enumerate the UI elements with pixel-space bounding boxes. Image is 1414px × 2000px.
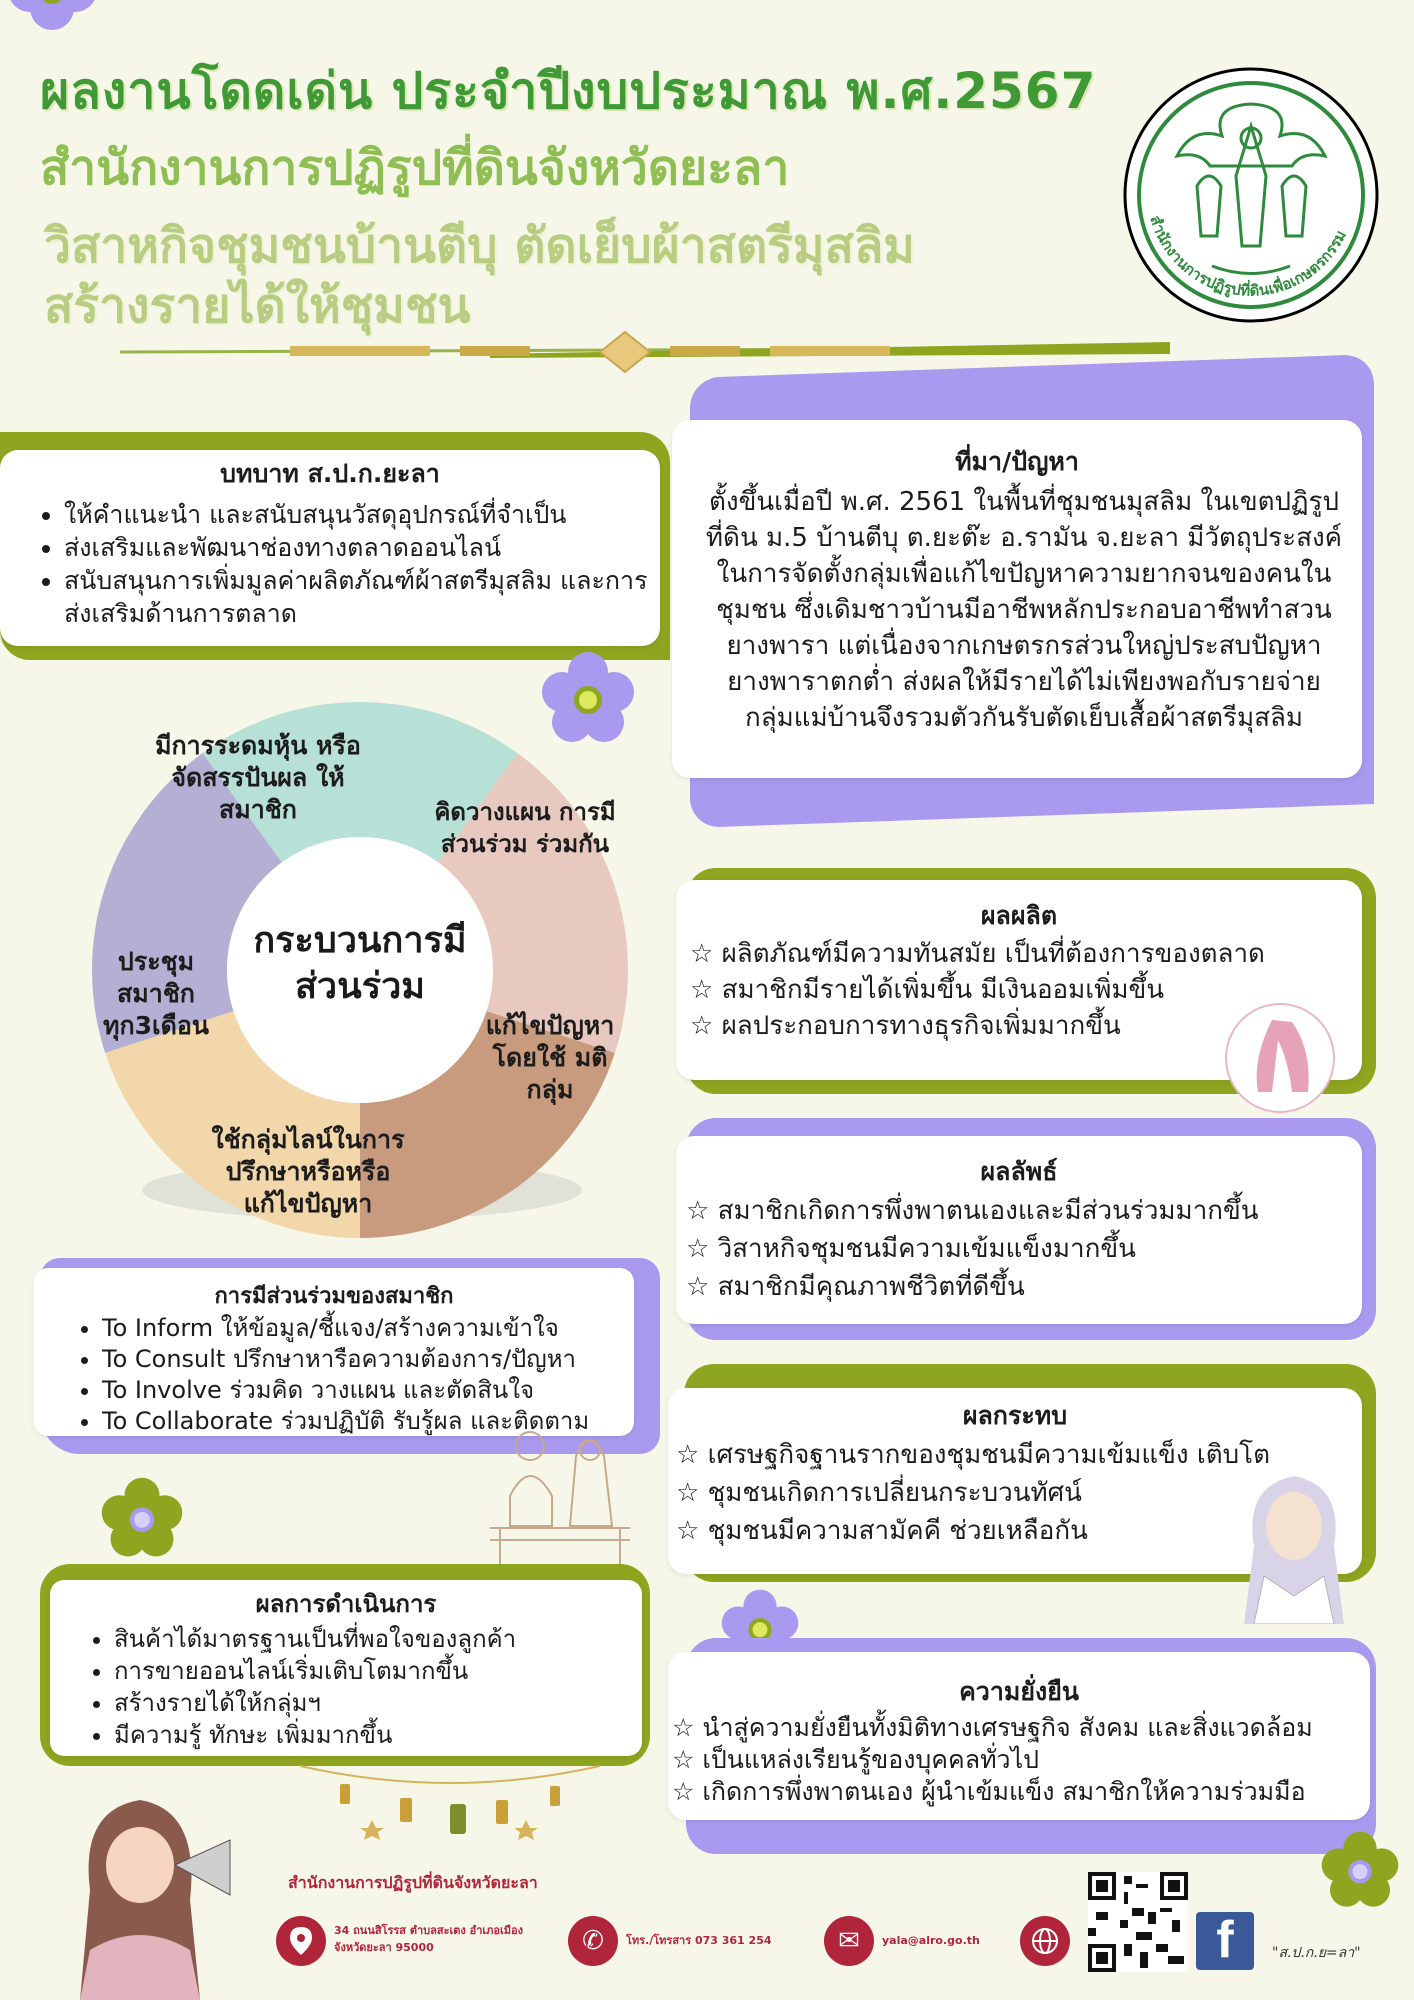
location-icon bbox=[276, 1916, 326, 1966]
output-item: ☆ สมาชิกมีรายได้เพิ่มขึ้น มีเงินออมเพิ่มขึ้น bbox=[690, 975, 1165, 1005]
results-card bbox=[50, 1580, 642, 1756]
impact-item: ☆ ชุมชนมีความสามัคคี ช่วยเหลือกัน bbox=[676, 1516, 1088, 1546]
footer-email: yala@alro.go.th bbox=[882, 1934, 980, 1947]
sustain-heading: ความยั่งยืน bbox=[959, 1677, 1079, 1706]
impact-item: ☆ ชุมชนเกิดการเปลี่ยนกระบวนทัศน์ bbox=[676, 1478, 1082, 1508]
participation-heading: การมีส่วนร่วมของสมาชิก bbox=[214, 1284, 454, 1309]
participation-item: • To Inform ให้ข้อมูล/ชี้แจง/สร้างความเข้าใจ bbox=[102, 1313, 634, 1344]
office-title: สำนักงานการปฏิรูปที่ดินจังหวัดยะลา bbox=[40, 140, 790, 196]
flower-decoration bbox=[1320, 1830, 1400, 1910]
sustain-card bbox=[668, 1652, 1370, 1820]
email-icon: ✉ bbox=[824, 1916, 874, 1966]
lantern-decoration bbox=[300, 1760, 600, 1860]
origin-body: ตั้งขึ้นเมื่อปี พ.ศ. 2561 ในพื้นที่ชุมชนมุสลิม ในเขตปฏิรูปที่ดิน ม.5 บ้านตีบุ ต.ยะต๊ะ อ.รามัน จ.ยะลา มีวัตถุประสงค์ในการจัดตั้งกลุ่มเพื่อแก้ไขปัญหาความยากจนของคนในชุมชน ซึ่งเดิมชาวบ้านมีอาชีพหลักประกอบอาชีพทำสวนยางพารา แต่เนื่องจากเกษตรกรส่วนใหญ่ประสบปัญหายางพาราตกต่ำ ส่งผลให้มีรายได้ไม่เพียงพอกับรายจ่าย กลุ่มแม่บ้านจึงรวมตัวกันรับตัดเย็บเสื้อผ้าสตรีมุสลิม bbox=[705, 487, 1343, 733]
flower-decoration bbox=[100, 1476, 184, 1560]
woman-illustration bbox=[1224, 1456, 1364, 1624]
globe-icon bbox=[1020, 1916, 1070, 1966]
cycle-center-title: ส่วนร่วม bbox=[294, 966, 426, 1007]
results-item: • การขายออนไลน์เริ่มเติบโตมากขึ้น bbox=[114, 1655, 642, 1687]
participation-card bbox=[34, 1268, 634, 1436]
participation-item: • To Consult ปรึกษาหารือความต้องการ/ปัญหา bbox=[102, 1344, 634, 1375]
sustain-item: ☆ เกิดการพึ่งพาตนเอง ผู้นำเข้มแข็ง สมาชิกให้ความร่วมมือ bbox=[672, 1777, 1306, 1806]
origin-heading: ที่มา/ปัญหา bbox=[955, 447, 1079, 476]
results-heading: ผลการดำเนินการ bbox=[255, 1590, 437, 1618]
signature: "ส.ป.ก.ย=ลา" bbox=[1272, 1945, 1361, 1961]
project-title bbox=[44, 216, 915, 336]
outcome-card bbox=[676, 1136, 1362, 1324]
role-item: • ให้คำแนะนำ และสนับสนุนวัสดุอุปกรณ์ที่จำเป็น bbox=[64, 498, 660, 531]
outcome-heading: ผลลัพธ์ bbox=[980, 1157, 1058, 1186]
cycle-label: คิดวางแผน การมีส่วนร่วม ร่วมกัน bbox=[434, 798, 616, 858]
outcome-item: ☆ วิสาหกิจชุมชนมีความเข้มแข็งมากขึ้น bbox=[686, 1234, 1136, 1264]
output-item: ☆ ผลประกอบการทางธุรกิจเพิ่มมากขึ้น bbox=[690, 1011, 1121, 1041]
results-item: • มีความรู้ ทักษะ เพิ่มมากขึ้น bbox=[114, 1719, 642, 1751]
cycle-label: มีการระดมหุ้น หรือจัดสรรปันผล ให้สมาชิก bbox=[155, 731, 361, 824]
role-item: • ส่งเสริมและพัฒนาช่องทางตลาดออนไลน์ bbox=[64, 531, 660, 564]
participation-item: • To Collaborate ร่วมปฏิบัติ รับรู้ผล และติดตาม bbox=[102, 1406, 634, 1437]
hijab-illustration bbox=[1222, 1000, 1338, 1116]
cycle-center-title: กระบวนการมี bbox=[253, 920, 467, 961]
impact-item: ☆ เศรษฐกิจฐานรากของชุมชนมีความเข้มแข็ง เติบโต bbox=[676, 1440, 1270, 1470]
cycle-label: แก้ไขปัญหา โดยใช้ มติกลุ่ม bbox=[485, 1011, 615, 1104]
project-title-line2: สร้างรายได้ให้ชุมชน bbox=[44, 278, 471, 334]
couple-illustration bbox=[480, 1416, 640, 1566]
footer-address-line: 34 ถนนสิโรรส ตำบลสะเตง อำเภอเมือง bbox=[334, 1924, 523, 1937]
footer-address-line: จังหวัดยะลา 95000 bbox=[334, 1941, 434, 1954]
facebook-icon: f bbox=[1196, 1912, 1254, 1970]
role-heading: บทบาท ส.ป.ก.ยะลา bbox=[220, 459, 440, 488]
cycle-label: ใช้กลุ่มไลน์ในการ ปรึกษาหรือหรือ แก้ไขปัญหา bbox=[211, 1125, 405, 1218]
role-card bbox=[0, 450, 660, 646]
page-title: ผลงานโดดเด่น ประจำปีงบประมาณ พ.ศ.2567 bbox=[40, 62, 1097, 120]
sustain-item: ☆ นำสู่ความยั่งยืนทั้งมิติทางเศรษฐกิจ สังคม และสิ่งแวดล้อม bbox=[672, 1713, 1313, 1742]
output-item: ☆ ผลิตภัณฑ์มีความทันสมัย เป็นที่ต้องการของตลาด bbox=[690, 939, 1265, 969]
cycle-label: ประชุม สมาชิก ทุก3เดือน bbox=[103, 947, 209, 1040]
phone-icon: ✆ bbox=[568, 1916, 618, 1966]
flower-decoration bbox=[0, 0, 110, 30]
participation-item: • To Involve ร่วมคิด วางแผน และตัดสินใจ bbox=[102, 1375, 634, 1406]
footer-office: สำนักงานการปฏิรูปที่ดินจังหวัดยะลา bbox=[288, 1873, 538, 1892]
footer-phone: โทร./โทรสาร 073 361 254 bbox=[626, 1934, 772, 1947]
sustain-item: ☆ เป็นแหล่งเรียนรู้ของบุคคลทั่วไป bbox=[672, 1745, 1040, 1774]
results-item: • สินค้าได้มาตรฐานเป็นที่พอใจของลูกค้า bbox=[114, 1623, 642, 1655]
impact-heading: ผลกระทบ bbox=[962, 1401, 1068, 1430]
seal-text: สำนักงานการปฏิรูปที่ดินเพื่อเกษตรกรรม bbox=[1146, 213, 1350, 300]
qr-code bbox=[1088, 1872, 1188, 1972]
origin-card bbox=[672, 420, 1362, 778]
alro-seal-logo bbox=[1122, 66, 1380, 324]
output-heading: ผลผลิต bbox=[980, 901, 1058, 930]
role-item: • สนับสนุนการเพิ่มมูลค่าผลิตภัณฑ์ผ้าสตรีมุสลิม และการส่งเสริมด้านการตลาด bbox=[64, 564, 660, 630]
girl-megaphone-illustration bbox=[70, 1770, 250, 2000]
project-title-line1: วิสาหกิจชุมชนบ้านตีบุ ตัดเย็บผ้าสตรีมุสลิม bbox=[44, 218, 915, 274]
outcome-item: ☆ สมาชิกมีคุณภาพชีวิตที่ดีขึ้น bbox=[686, 1272, 1025, 1302]
footer-address bbox=[334, 1922, 523, 1956]
results-item: • สร้างรายได้ให้กลุ่มฯ bbox=[114, 1687, 642, 1719]
outcome-item: ☆ สมาชิกเกิดการพึ่งพาตนเองและมีส่วนร่วมมากขึ้น bbox=[686, 1196, 1259, 1226]
